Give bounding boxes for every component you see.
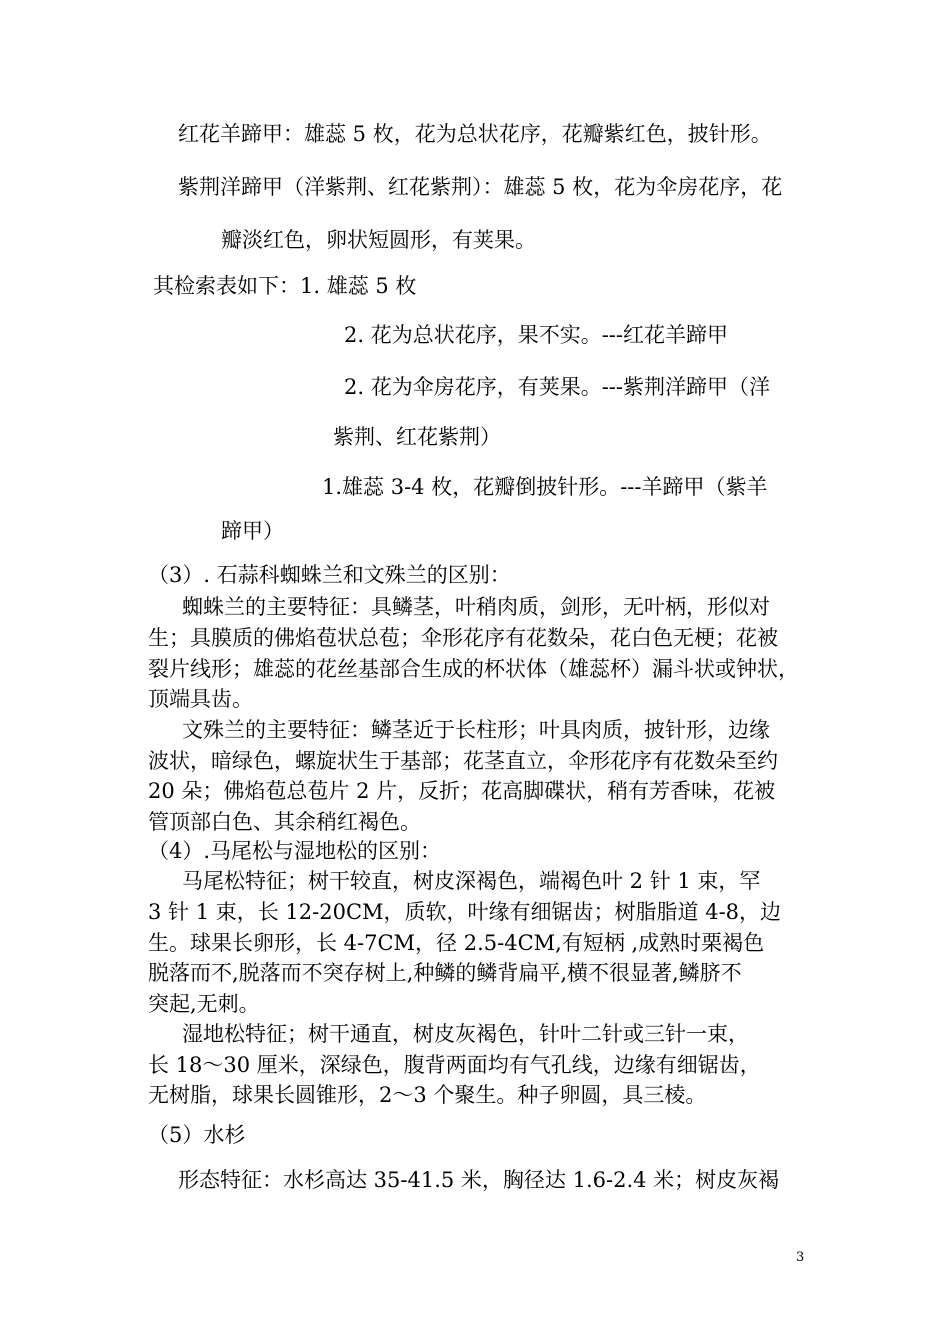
text-line: 蹄甲） [221, 519, 284, 543]
text-line: 红花羊蹄甲：雄蕊 5 枚，花为总状花序，花瓣紫红色，披针形。 [178, 122, 772, 146]
text-line: 脱落而不,脱落而不突存树上,种鳞的鳞背扁平,横不很显著,鳞脐不 [148, 961, 742, 985]
text-line: 马尾松特征；树干较直，树皮深褐色，端褐色叶 2 针 1 束，罕 [182, 869, 761, 893]
text-line: 紫荆洋蹄甲（洋紫荆、红花紫荆）：雄蕊 5 枚，花为伞房花序，花 [178, 175, 783, 199]
page-number: 3 [796, 1250, 805, 1265]
text-line: 3 针 1 束，长 12-20CM，质软，叶缘有细锯齿；树脂脂道 4-8，边 [148, 900, 782, 924]
section-heading: （4）.马尾松与湿地松的区别： [148, 839, 442, 863]
text-line: 顶端具齿。 [148, 687, 253, 711]
text-line: 生；具膜质的佛焰苞状总苞；伞形花序有花数朵，花白色无梗；花被 [148, 626, 778, 650]
text-line: 无树脂，球果长圆锥形，2～3 个聚生。种子卵圆，具三棱。 [148, 1083, 707, 1107]
text-line: 湿地松特征；树干通直，树皮灰褐色，针叶二针或三针一束， [182, 1022, 749, 1046]
text-line: 裂片线形；雄蕊的花丝基部合生成的杯状体（雄蕊杯）漏斗状或钟状， [148, 657, 799, 681]
text-line: 波状，暗绿色，螺旋状生于基部；花茎直立，伞形花序有花数朵至约 [148, 749, 778, 773]
text-line: 突起,无刺。 [148, 992, 260, 1016]
text-line: 管顶部白色、其余稍红褐色。 [148, 810, 421, 834]
text-line: 长 18～30 厘米，深绿色，腹背两面均有气孔线，边缘有细锯齿， [148, 1053, 761, 1077]
text-line: 瓣淡红色，卵状短圆形，有荚果。 [221, 228, 536, 252]
text-line: 1.雄蕊 3-4 枚，花瓣倒披针形。---羊蹄甲（紫羊 [322, 475, 768, 499]
section-heading: （3）. 石蒜科蜘蛛兰和文殊兰的区别： [148, 563, 511, 587]
text-line: 文殊兰的主要特征：鳞茎近于长柱形；叶具肉质，披针形，边缘 [182, 718, 770, 742]
text-line: 其检索表如下：1. 雄蕊 5 枚 [153, 274, 417, 298]
section-heading: （5）水杉 [148, 1123, 246, 1147]
text-line: 2. 花为总状花序，果不实。---红花羊蹄甲 [344, 323, 728, 347]
text-line: 生。球果长卵形，长 4-7CM，径 2.5-4CM,有短柄 ,成熟时栗褐色 [148, 931, 765, 955]
text-line: 20 朵；佛焰苞总苞片 2 片，反折；花高脚碟状，稍有芳香味，花被 [148, 779, 776, 803]
text-line: 形态特征：水杉高达 35-41.5 米，胸径达 1.6-2.4 米；树皮灰褐 [178, 1168, 780, 1192]
text-line: 蜘蛛兰的主要特征：具鳞茎，叶稍肉质，剑形，无叶柄，形似对 [182, 595, 770, 619]
text-line: 紫荆、红花紫荆） [333, 425, 501, 449]
text-line: 2. 花为伞房花序，有荚果。---紫荆洋蹄甲（洋 [344, 375, 770, 399]
